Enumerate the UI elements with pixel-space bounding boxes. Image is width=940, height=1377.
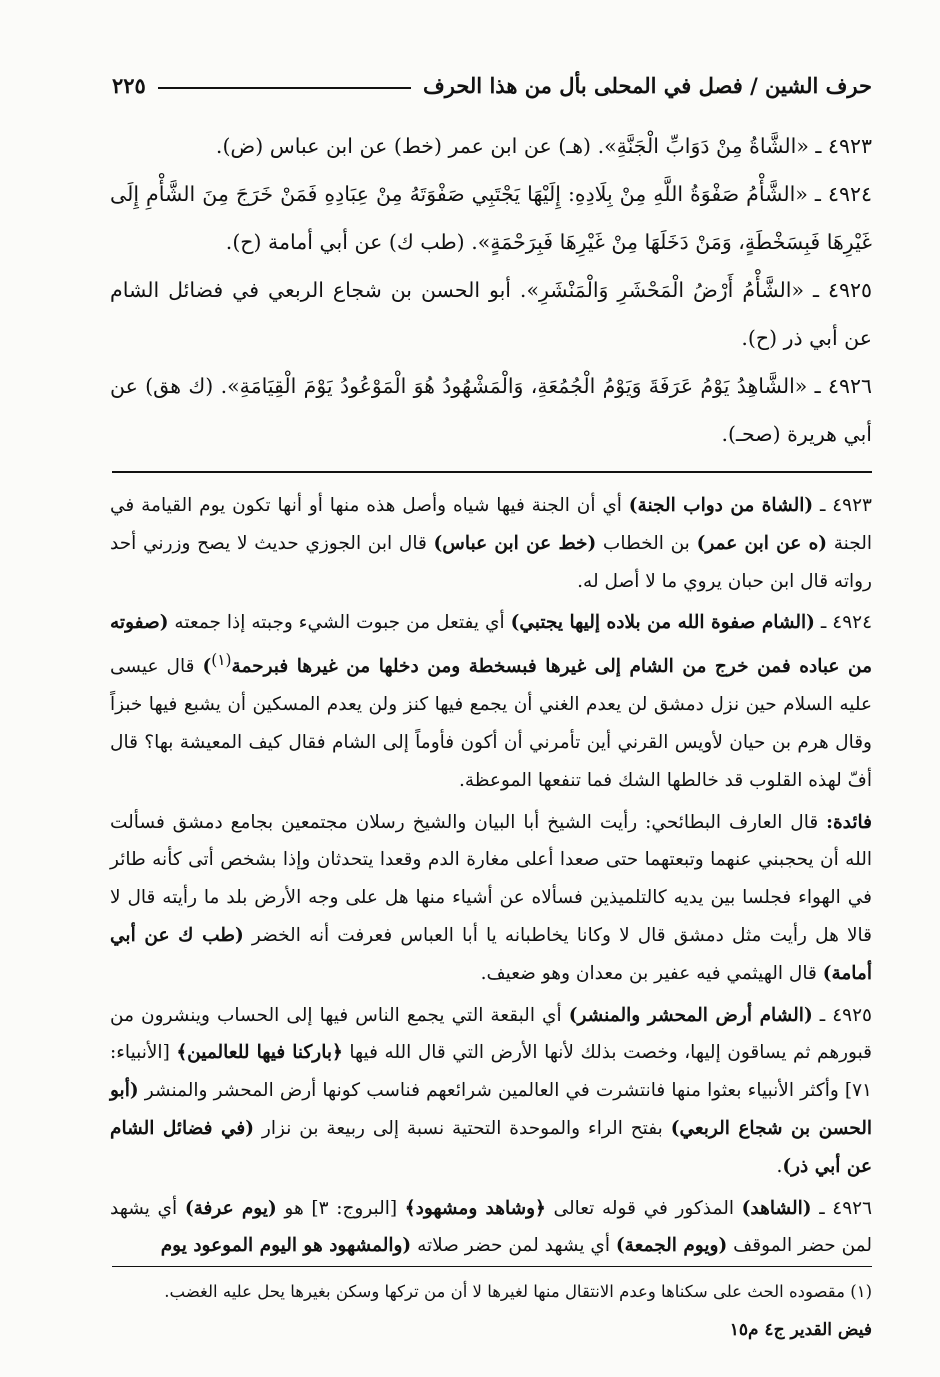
commentary-text: قال ابن الجوزي حديث لا يصح وزرني أحد رواته قال ابن حبان يروي ما لا أصل له.: [110, 532, 872, 592]
commentary-text: قال الهيثمي فيه عفير بن معدان وهو ضعيف.: [480, 962, 823, 984]
quoted-text: (الشام أرض المحشر والمنشر): [568, 1004, 813, 1026]
entry-number: ٤٩٢٥ ـ: [812, 1004, 872, 1026]
printer-signature: فيض القدير ج٤ م١٥: [729, 1320, 872, 1340]
entry-number: ٤٩٢٣ ـ: [813, 495, 872, 516]
commentary-text: [الأنبياء: ٧١] وأكثر الأنبياء بعثوا منها فانتشرت في العالمين شرائعهم فناسب كونها أرض المحشر والمنشر: [110, 1042, 872, 1102]
commentary-4923: [110, 487, 872, 600]
commentary-text: أي يشهد لمن حضر صلاته: [411, 1235, 616, 1257]
footnote-marker: (١): [211, 651, 232, 670]
hadith-entry-4925: ٤٩٢٥ ـ «الشَّأْمُ أَرْضُ الْمَحْشَرِ وَالْمَنْشَرِ». أبو الحسن بن شجاع الربعي في فضائل الشام عن أبي ذر (ح).: [110, 278, 872, 350]
commentary-text: [البروج: ٣] هو: [276, 1197, 405, 1219]
commentary-text: أي أن الجنة فيها شياه وأصل هذه منها أو أنها تكون يوم القيامة في الجنة: [110, 495, 872, 554]
quran-quote: ﴿باركنا فيها للعالمين﴾: [176, 1042, 343, 1064]
commentary-section: [110, 487, 872, 1269]
running-header: [112, 58, 872, 98]
quoted-text: (الشاهد): [741, 1197, 812, 1219]
hadith-entry-4923: ٤٩٢٣ ـ «الشَّاةُ مِنْ دَوَابِّ الْجَنَّةِ». (هـ) عن ابن عمر (خط) عن ابن عباس (ض).: [215, 134, 872, 158]
commentary-4925: [110, 997, 872, 1186]
entry-number: ٤٩٢٤ ـ: [814, 612, 873, 634]
footnote-section: [110, 1278, 872, 1306]
commentary-text: بن الخطاب: [596, 532, 697, 554]
hadith-entry-4924: ٤٩٢٤ ـ «الشَّأْمُ صَفْوَةُ اللَّهِ مِنْ بِلَادِهِ: إِلَيْهَا يَجْتَبِي صَفْوَتَهُ مِنْ عِبَادِهِ فَمَنْ خَرَجَ مِنَ الشَّأْمِ إِلَى غَيْرِهَا فَبِسَخْطَةٍ، وَمَنْ دَخَلَهَا مِنْ غَيْرِهَا فَبِرَحْمَةٍ». (طب ك) عن أبي أمامة (ح).: [110, 182, 872, 254]
commentary-text: قال عيسى عليه السلام حين نزل دمشق لن يعدم الغني أن يجمع فيها كنز ولن يعدم المسكين أن يشبع فيها خبزاً وقال هرم بن حيان لأويس القرني أين تأمرني أن أكون فأوماً إلى الشام فقال كيف المعيشة بها؟ قال أفّ لهذه القلوب قد خالطها الشك فما تنفعها الموعظة.: [110, 656, 872, 791]
entry-number: ٤٩٢٦ ـ: [811, 1197, 873, 1219]
quoted-text-end: ): [202, 656, 212, 678]
commentary-benefit-note: [110, 804, 872, 993]
page-number: ٢٢٥: [112, 73, 146, 98]
quoted-text: (الشام صفوة الله من بلاده إليها يجتبي): [510, 612, 815, 634]
quran-quote: ﴿وشاهد ومشهود﴾: [404, 1197, 546, 1219]
commentary-text: قال العارف البطائحي: رأيت الشيخ أبا البيان والشيخ رسلان مجتمعين بجامع دمشق فسألت الله أن يحجبني عنهما وتبعتهما حتى صعدا أعلى مغارة الدم وقعدا يتحدثان وإذا بشخص أتى كأنه طائر في الهواء فجلسا بين يديه كالتلميذين فسألاه عن أشياء منها هل على وجه الأرض بلد ما رأيته قال لا قالا هل رأيت مثل دمشق قال لا وكانا يخاطبانه يا أبا العباس فعرفت أنه الخضر: [110, 811, 872, 946]
quoted-text: (صفوته من عباده فمن خرج من الشام إلى غيرها فبسخطة ومن دخلها من غيرها فبرحمة: [110, 612, 872, 678]
commentary-text: أي يفتعل من جبوت الشيء وجبته إذا جمعته: [168, 612, 511, 634]
commentary-text: بفتح الراء والموحدة التحتية نسبة إلى ربيعة بن نزار: [254, 1117, 671, 1139]
header-rule: [158, 87, 411, 89]
footnote-1: (١) مقصوده الحث على سكناها وعدم الانتقال منها لغيرها لا أن من تركها وسكن بغيرها يحل عليه الغضب.: [164, 1282, 872, 1301]
quoted-text: (ويوم الجمعة): [615, 1235, 728, 1257]
commentary-4924: [110, 604, 872, 799]
quoted-text: (يوم عرفة): [184, 1197, 277, 1219]
benefit-label: فائدة:: [826, 811, 872, 833]
source-reference: (ه عن ابن عمر): [696, 532, 828, 554]
quoted-text: (الشاة من دواب الجنة): [628, 495, 814, 516]
section-divider: [112, 471, 872, 473]
source-reference: (في فضائل الشام عن أبي ذر): [110, 1117, 872, 1177]
footnote-divider: [112, 1266, 872, 1267]
hadith-entry-4926: ٤٩٢٦ ـ «الشَّاهِدُ يَوْمُ عَرَفَةَ وَيَوْمُ الْجُمُعَةِ، وَالْمَشْهُودُ هُوَ الْمَوْعُودُ يَوْمَ الْقِيَامَةِ». (ك هق) عن أبي هريرة (صحـ).: [110, 374, 872, 446]
commentary-text: المذكور في قوله تعالى: [545, 1197, 742, 1219]
quoted-text: (والمشهود هو اليوم الموعود يوم: [160, 1235, 412, 1257]
commentary-text: أي البقعة التي يجمع الناس فيها إلى الحساب وينشرون من قبورهم ثم يساقون إليها، وخصت بذلك لأنها الأرض التي قال الله فيها: [110, 1004, 873, 1064]
hadith-text-section: [110, 122, 872, 458]
source-reference: (أبو الحسن بن شجاع الربعي): [110, 1080, 872, 1139]
header-title: حرف الشين / فصل في المحلى بأل من هذا الحرف: [423, 73, 872, 98]
commentary-4926: [110, 1190, 872, 1266]
source-reference: (خط عن ابن عباس): [433, 532, 597, 554]
source-reference: (طب ك عن أبي أمامة): [110, 924, 872, 984]
commentary-text: أي يشهد لمن حضر الموقف: [110, 1197, 872, 1257]
commentary-text: .: [776, 1155, 783, 1177]
